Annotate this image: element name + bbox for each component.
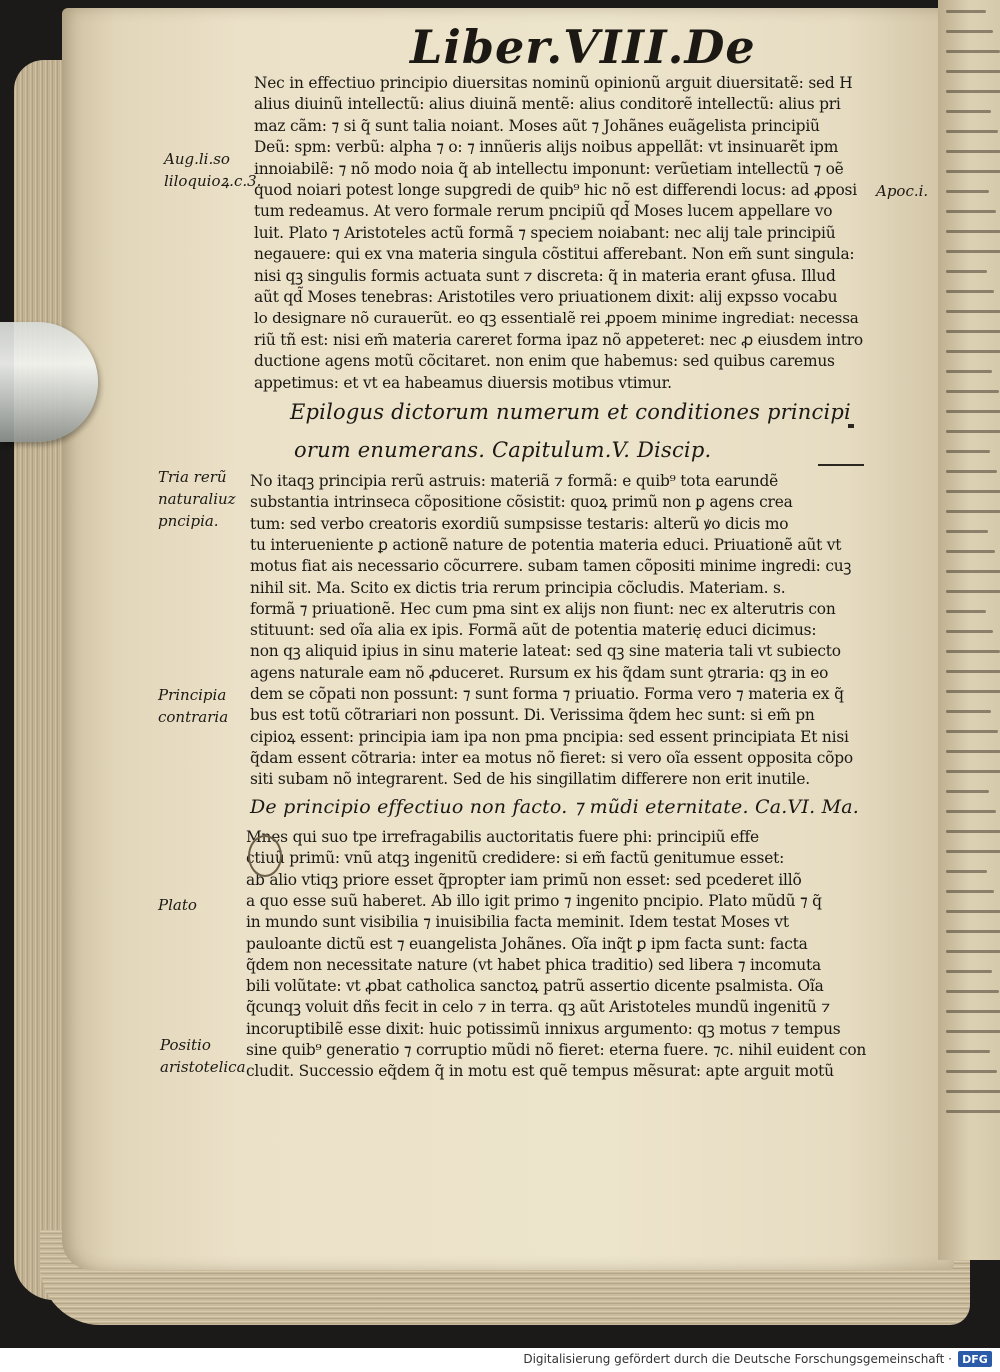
body-text-line: alius diuinũ intellectũ: alius diuinã mentẽ: alius conditorẽ intellectũ: alius pri [254,95,841,114]
body-text-line: maz cãm: ⁊ si q̃ sunt talia noiant. Moses aũt ⁊ Johãnes euãgelista principiũ [254,116,820,135]
body-text-line: aũt qd̃ Moses tenebras: Aristotiles vero priuationem dixit: alij expsso vocabu [254,288,838,306]
body-text-line: Nec in effectiuo principio diuersitas nominũ opinionũ arguit diuersitatẽ: sed H [254,74,853,92]
body-text-line: tu interueniente ꝑ actionẽ nature de potentia materia educi. Priuationẽ aũt vt [250,535,842,554]
body-text-line: motus fiat ais necessario cõcurrere. subam tamen cõpositi minime ingredi: cuꝫ [250,557,852,576]
body-text-line: riũ tñ est: nisi em̃ materia careret forma ipaz nõ appeteret: nec ꝓ eiusdem intro [254,330,863,349]
decorated-initial-o [248,835,282,877]
footer-credit: Digitalisierung gefördert durch die Deutsche Forschungsgemeinschaft · [523,1352,952,1366]
body-text-line: negauere: qui ex vna materia singula cõstitui afferebant. Non em̃ sunt singula: [254,245,855,264]
body-text-line: in mundo sunt visibilia ⁊ inuisibilia facta meminit. Idem testat Moses vt [246,913,789,932]
body-text-line: formã ⁊ priuationẽ. Hec cum pma sint ex alijs non fiunt: nec ex alterutris con [250,599,836,618]
body-text-line: ab alio vtiqꝫ priore esset q̃propter iam primũ non esset: sed pcederet illõ [246,870,802,889]
margin-note-apoc: Apoc.i. [876,182,929,200]
body-text-line: q̃dam essent cõtraria: inter ea motus nõ fieret: si vero oĩa essent opposita cõpo [250,748,853,767]
body-text-line: substantia intrinseca cõpositione cõsistit: quoꝝ primũ non ꝑ agens crea [250,493,793,512]
body-text-line: No itaqꝫ principia rerũ astruis: materiã ⁊ formã: e quib⁹ tota earundẽ [250,472,779,490]
body-text-line: a quo esse suũ haberet. Ab illo igit primo ⁊ ingenito pncipio. Plato mũdũ ⁊ q̃ [246,891,822,910]
body-text-line: innoiabilẽ: ⁊ nõ modo noia q̃ ab intellectu imponunt: verũetiam intellectũ ⁊ oẽ [254,159,844,178]
body-text-line: cipioꝝ essent: principia iam ipa non pma pncipia: sed essent principiata Et nisi [250,727,849,746]
body-text-line: q̃dem non necessitate nature (vt habet phica traditio) sed libera ⁊ incomuta [246,955,821,974]
body-text-line: q̃cunqꝫ voluit dñs fecit in celo ⁊ in terra. qꝫ aũt Aristoteles mundũ ingenitũ ⁊ [246,998,830,1017]
margin-note-plato: Plato [158,896,197,914]
chapter-heading-6: De principio effectiuo non facto. ⁊ mũdi eternitate. Ca.VI. Ma. [250,796,859,818]
body-text-line: siti subam nõ integrarent. Sed de his singillatim differere non erit inutile. [250,770,810,789]
margin-note-principia-contraria: Principia contraria [158,686,229,726]
body-text-line: agens naturale eam nõ ꝓduceret. Rursum ex his q̃dam sunt ꝯtraria: qꝫ in eo [250,663,829,682]
page-title: Liber.VIII.De [410,20,756,74]
body-text-line: ductione agens motũ cõcitaret. non enim que habemus: sed quibus caremus [254,352,835,371]
body-text-line: stituunt: sed oĩa alia ex ipis. Formã aũt de potentia materię educi dicimus: [250,621,817,640]
rule-mark [818,464,864,466]
body-text-line: appetimus: et vt ea habeamus diuersis motibus vtimur. [254,373,672,392]
body-text-line: tum redeamus. At vero formale rerum pncipiũ qd̃ Moses lucem appellare vo [254,202,833,221]
body-text-line: incoruptibilẽ esse dixit: huic potissimũ innixus argumento: qꝫ motus ⁊ tempus [246,1019,841,1038]
chapter-heading-line: Epilogus dictorum numerum et conditiones principi [290,400,851,424]
body-text-line: lo designare nõ curauerũt. eo qꝫ essentialẽ rei ꝓpoem minime ingrediat: necessa [254,309,859,328]
body-text-line: ctiuũ primũ: vnũ atqꝫ ingenitũ credidere: si em̃ factũ genitumue esset: [246,849,785,868]
body-text-line: sine quib⁹ generatio ⁊ corruptio mũdi nõ fieret: eterna fuere. ⁊c. nihil euident con [246,1041,867,1059]
footer-bar [0,1348,1000,1372]
body-text-line: non qꝫ aliquid ipius in sinu materie lateat: sed qꝫ sine materia tali vt subiecto [250,642,841,661]
body-text-line: tum: sed verbo creatoris exordiũ sumpsisse testaris: alterũ ꝟo dicis mo [250,514,789,533]
margin-note-positio: Positio aristotelica [160,1036,246,1076]
body-text-line: bili volũtate: vt ꝓbat catholica sanctoꝝ patrũ assertio dicente psalmista. Oĩa [246,977,824,996]
body-text-line: Mnes qui suo tpe irrefragabilis auctoritatis fuere phi: principiũ effe [246,828,759,846]
margin-note-tria: Tria rerũ naturaliuz pncipia. [158,468,236,530]
body-text-line: bus est totũ cõtrariari non possunt. Di. Verissima q̃dem hec sunt: si em̃ pn [250,706,815,725]
body-text-line: quod noiari potest longe supgredi de quib⁹ hic nõ est differendi locus: ad ꝓposi [254,181,857,199]
ink-mark [848,424,854,428]
body-text-line: luit. Plato ⁊ Aristoteles actũ formã ⁊ speciem noiabant: nec alij tale principiũ [254,223,836,242]
dfg-logo: DFG [958,1351,992,1367]
margin-note-aug: Aug.li.so liloquioꝝ.c.3. [164,150,262,190]
body-text-line: pauloante dictũ est ⁊ euangelista Johãnes. Oĩa inq̃t ꝑ ipm facta sunt: facta [246,934,808,953]
body-text-line: cludit. Successio eq̃dem q̃ in motu est quẽ tempus mẽsurat: apte arguit motũ [246,1062,834,1081]
body-text-line: dem se cõpati non possunt: ⁊ sunt forma ⁊ priuatio. Forma vero ⁊ materia ex q̃ [250,685,844,703]
body-text-line: Deũ: spm: verbũ: alpha ⁊ o: ⁊ innũeris alijs noibus appellãt: vt insinuarẽt ipm [254,138,839,157]
chapter-heading-line: orum enumerans. Capitulum.V. Discip. [294,438,712,462]
body-text-line: nihil sit. Ma. Scito ex dictis tria rerum principia cõcludis. Materiam. s. [250,578,786,597]
body-text-line: nisi qꝫ singulis formis actuata sunt ⁊ discreta: q̃ in materia erant ꝯfusa. Illud [254,266,836,285]
